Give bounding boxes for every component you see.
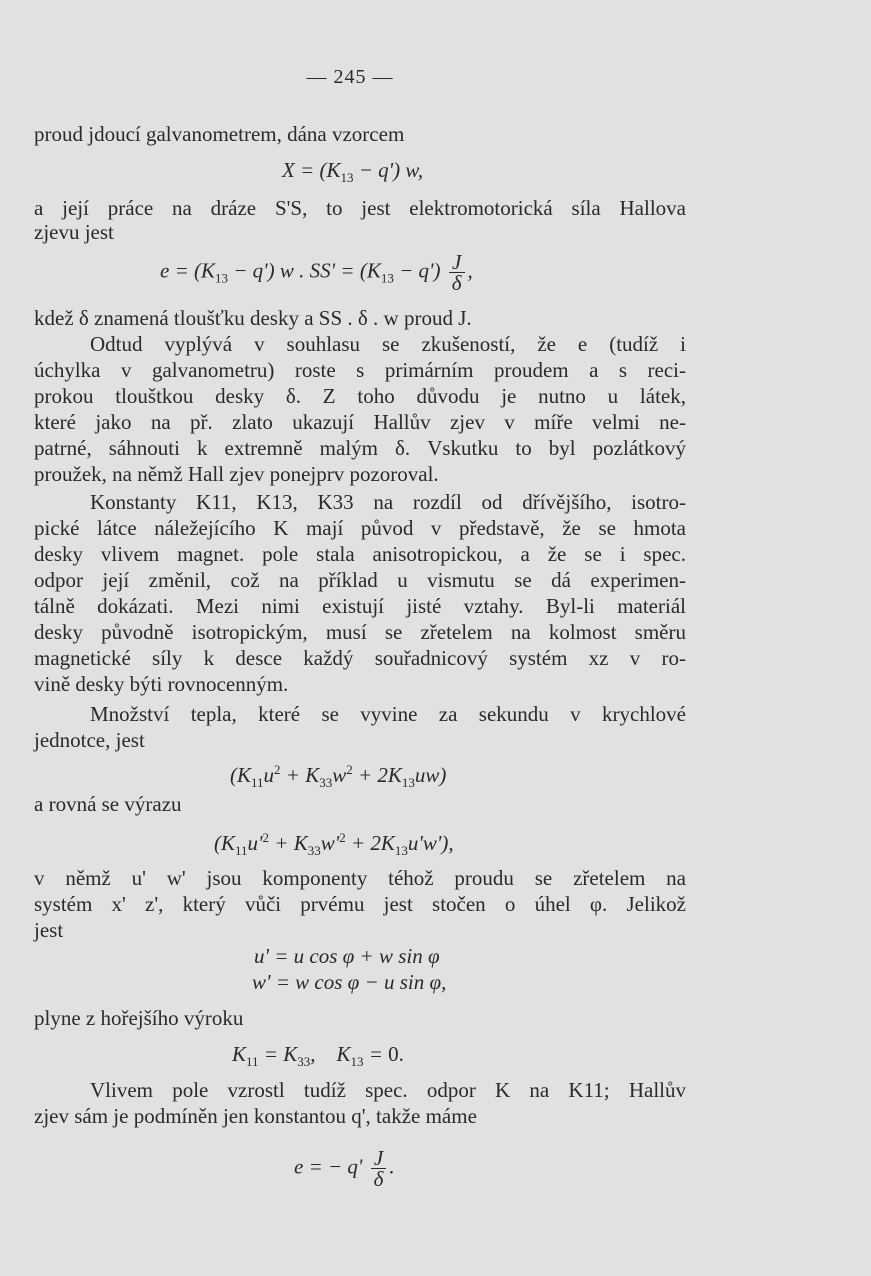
text-line: vině desky býti rovnocenným. [34, 672, 289, 696]
text-line: v němž u' w' jsou komponenty téhož proudu se zřetelem na [34, 866, 686, 890]
equation: w' = w cos φ − u sin φ, [252, 970, 447, 994]
equation: e = − q' $\frac{J}{\delta}$ . [294, 1146, 395, 1191]
text-line: tálně dokázati. Mezi nimi existují jisté vztahy. Byl-li materiál [34, 594, 686, 618]
text-line: kdež δ znamená tloušťku desky a SS . δ . w proud J. [34, 306, 472, 330]
text-line: zjev sám je podmíněn jen konstantou q', takže máme [34, 1104, 477, 1128]
equation: $K_{11} = K_{33}$, $K_{13} = 0$. [232, 1042, 404, 1069]
equation: u' = u cos φ + w sin φ [254, 944, 440, 968]
text-line: které jako na př. zlato ukazují Hallův zjev v míře velmi ne- [34, 410, 686, 434]
text-line: jest [34, 918, 64, 942]
text-line: Odtud vyplývá v souhlasu se zkušeností, že e (tudíž i [90, 332, 686, 356]
text-line: systém x' z', který vůči prvému jest stočen o úhel φ. Jelikož [34, 892, 686, 916]
text-line: Konstanty K11, K13, K33 na rozdíl od dřívějšího, isotro- [90, 490, 686, 514]
text-line: a její práce na dráze S'S, to jest elektromotorická síla Hallova [34, 196, 686, 220]
text-line: proud jdoucí galvanometrem, dána vzorcem [34, 122, 405, 146]
text-line: jednotce, jest [34, 728, 145, 752]
equation: $(K_{11}u^2 + K_{33}w^2 + 2K_{13}uw)$ [230, 762, 447, 790]
text-line: úchylka v galvanometru) roste s primárním proudem a s reci- [34, 358, 686, 382]
text-line: proužek, na němž Hall zjev ponejprv pozoroval. [34, 462, 439, 486]
text-line: odpor její změnil, což na příklad u vismutu se dá experimen- [34, 568, 686, 592]
text-line: a rovná se výrazu [34, 792, 182, 816]
text-line: desky vlivem magnet. pole stala anisotropickou, a že se i spec. [34, 542, 686, 566]
text-line: plyne z hořejšího výroku [34, 1006, 244, 1030]
text-line: Množství tepla, které se vyvine za sekundu v krychlové [90, 702, 686, 726]
text-line: magnetické síly k desce každý souřadnicový systém xz v ro- [34, 646, 686, 670]
equation: $e = (K_{13} - q')$ w . $SS' = (K_{13} - q')$ $\frac{J}{\delta}$ , [160, 250, 473, 295]
text-line: prokou tlouštkou desky δ. Z toho důvodu je nutno u látek, [34, 384, 686, 408]
text-line: Vlivem pole vzrostl tudíž spec. odpor K na K11; Hallův [90, 1078, 686, 1102]
text-line: zjevu jest [34, 220, 114, 244]
text-line: patrné, sáhnouti k extremně malým δ. Vskutku to byl pozlátkový [34, 436, 686, 460]
page-number: — 245 — [306, 66, 394, 88]
equation: $X = (K_{13} - q')$ w, [282, 158, 424, 185]
equation: $(K_{11}u'^2 + K_{33}w'^2 + 2K_{13}u'w')$, [214, 830, 454, 858]
text-line: desky původně isotropickým, musí se zřetelem na kolmost směru [34, 620, 686, 644]
text-line: pické látce náležejícího K mají původ v představě, že se hmota [34, 516, 686, 540]
